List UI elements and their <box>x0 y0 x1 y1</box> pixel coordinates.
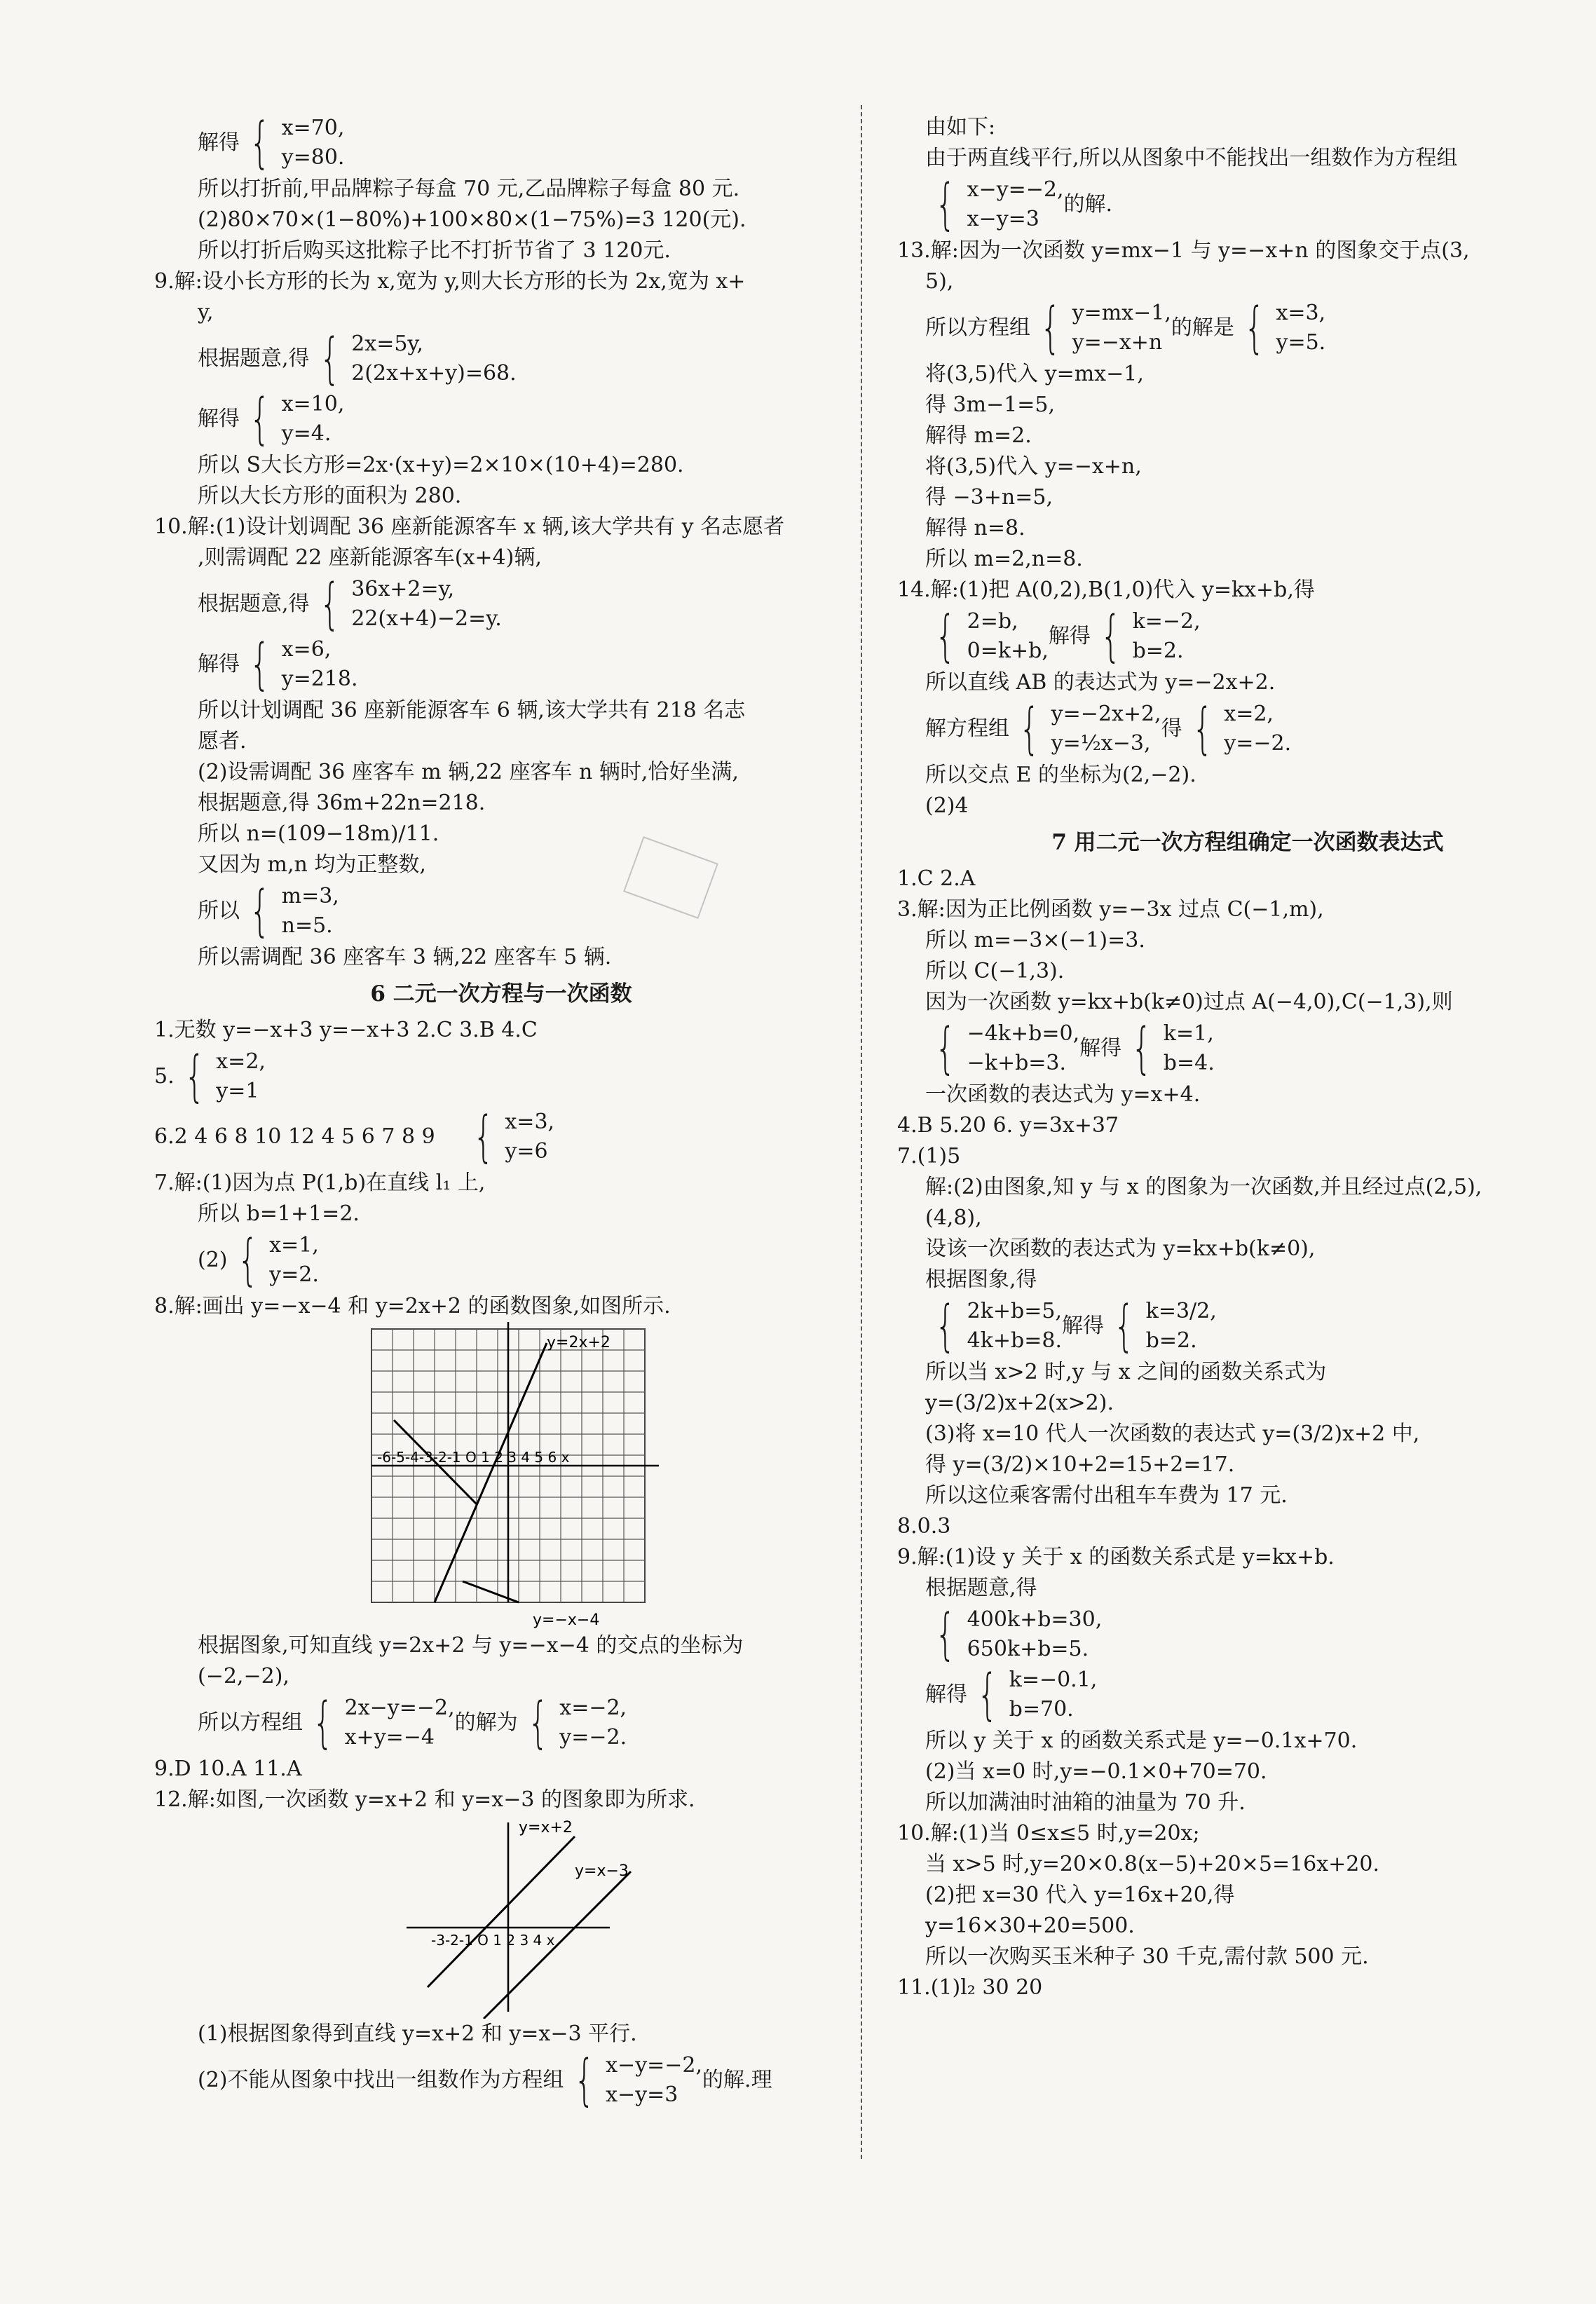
text-line: 8.0.3 <box>897 1514 951 1539</box>
text-line: 12.解:如图,一次函数 y=x+2 和 y=x−3 的图象即为所求. <box>154 1787 695 1812</box>
text-line: 所以交点 E 的坐标为(2,−2). <box>925 763 1196 787</box>
graph-label: y=x−3 <box>575 1862 629 1880</box>
text-line: 得 −3+n=5, <box>925 485 1053 510</box>
equation-system: 解得 { k=−0.1, b=70. <box>925 1663 1098 1726</box>
text-line: (2)4 <box>925 793 969 818</box>
text-line: 9.解:(1)设 y 关于 x 的函数关系式是 y=kx+b. <box>897 1545 1335 1569</box>
text-line: 14.解:(1)把 A(0,2),B(1,0)代入 y=kx+b,得 <box>897 578 1315 602</box>
text-line: 所以当 x>2 时,y 与 x 之间的函数关系式为 <box>925 1360 1327 1384</box>
text-line: 设该一次函数的表达式为 y=kx+b(k≠0), <box>925 1236 1316 1261</box>
text-line: 所以打折后购买这批粽子比不打折节省了 3 120元. <box>198 238 671 263</box>
text-line: 1.C 2.A <box>897 866 976 891</box>
text-line: ,则需调配 22 座新能源客车(x+4)辆, <box>198 545 542 570</box>
text-line: 8.解:画出 y=−x−4 和 y=2x+2 的函数图象,如图所示. <box>154 1294 671 1318</box>
axis-tick-labels: -6-5-4-3-2-1 O 1 2 3 4 5 6 x <box>377 1449 570 1466</box>
text-line: 所以一次购买玉米种子 30 千克,需付款 500 元. <box>925 1944 1369 1969</box>
equation-system: { −4k+b=0, −k+b=3. 解得 { k=1, b=4. <box>934 1017 1215 1080</box>
text-line: 11.(1)l₂ 30 20 <box>897 1975 1043 2000</box>
text-line: 将(3,5)代入 y=−x+n, <box>925 454 1142 479</box>
text-line: (4,8), <box>925 1206 982 1230</box>
section-heading-7: 7 用二元一次方程组确定一次函数表达式 <box>1051 830 1444 855</box>
column-divider <box>861 105 862 2159</box>
text-line: 7.(1)5 <box>897 1144 961 1168</box>
equation-system: 根据题意,得 { 36x+2=y, 22(x+4)−2=y. <box>198 573 502 636</box>
equation-system: 解得 { x=10, y=4. <box>198 388 345 451</box>
text-line: 10.解:(1)当 0≤x≤5 时,y=20x; <box>897 1821 1200 1846</box>
graph-label: y=2x+2 <box>547 1334 611 1351</box>
text-line: 所以加满油时油箱的油量为 70 升. <box>925 1790 1246 1815</box>
equation-system: { 400k+b=30, 650k+b=5. <box>934 1603 1103 1666</box>
text-line: 1.无数 y=−x+3 y=−x+3 2.C 3.B 4.C <box>154 1018 538 1042</box>
text-line: (1)根据图象得到直线 y=x+2 和 y=x−3 平行. <box>198 2022 637 2046</box>
text-line: 所以打折前,甲品牌粽子每盒 70 元,乙品牌粽子每盒 80 元. <box>198 177 740 201</box>
text-line: 所以计划调配 36 座新能源客车 6 辆,该大学共有 218 名志 <box>198 698 746 723</box>
text-line: 得 3m−1=5, <box>925 393 1056 417</box>
text-line: 3.解:因为正比例函数 y=−3x 过点 C(−1,m), <box>897 897 1324 922</box>
text-line: 得 y=(3/2)×10+2=15+2=17. <box>925 1452 1235 1477</box>
equation-system: 解得 { x=70, y=80. <box>198 111 345 175</box>
equation-system: 6.2 4 6 8 10 12 4 5 6 7 8 9 { x=3, y=6 <box>154 1105 555 1168</box>
section-heading-6: 6 二元一次方程与一次函数 <box>370 981 632 1007</box>
equation-system: 所以方程组 { y=mx−1, y=−x+n 的解是 { x=3, y=5. <box>925 296 1326 360</box>
equation-system: 解方程组 { y=−2x+2, y=½x−3, 得 { x=2, y=−2. <box>925 697 1292 761</box>
text-line: 所以直线 AB 的表达式为 y=−2x+2. <box>925 670 1276 695</box>
graph-figure-12 <box>154 1815 848 2019</box>
text-line: 9.D 10.A 11.A <box>154 1757 302 1781</box>
text-line: y=16×30+20=500. <box>925 1914 1135 1938</box>
text-line: 由于两直线平行,所以从图象中不能找出一组数作为方程组 <box>925 146 1458 170</box>
equation-system: { x−y=−2, x−y=3 的解. <box>934 173 1113 236</box>
graph-label: y=−x−4 <box>533 1611 600 1629</box>
text-line: 根据题意,得 36m+22n=218. <box>198 791 486 815</box>
equation-system: 5. { x=2, y=1 <box>154 1045 266 1108</box>
text-line: 由如下: <box>925 115 996 139</box>
text-line: 解:(2)由图象,知 y 与 x 的图象为一次函数,并且经过点(2,5), <box>925 1175 1482 1199</box>
equation-system: 解得 { x=6, y=218. <box>198 633 358 696</box>
text-line: 所以需调配 36 座客车 3 辆,22 座客车 5 辆. <box>198 945 612 969</box>
text-line: 所以 y 关于 x 的函数关系式是 y=−0.1x+70. <box>925 1729 1358 1753</box>
graph-figure-8 <box>154 1322 848 1630</box>
text-line: 愿者. <box>198 729 247 754</box>
text-line: 5), <box>925 269 954 294</box>
text-line: 当 x>5 时,y=20×0.8(x−5)+20×5=16x+20. <box>925 1852 1380 1876</box>
text-line: 将(3,5)代入 y=mx−1, <box>925 362 1144 386</box>
equation-system: { 2k+b=5, 4k+b=8. 解得 { k=3/2, b=2. <box>934 1295 1217 1358</box>
text-line: 所以 m=−3×(−1)=3. <box>925 928 1145 953</box>
text-line: 所以大长方形的面积为 280. <box>198 484 462 508</box>
text-line: (2)当 x=0 时,y=−0.1×0+70=70. <box>925 1759 1267 1784</box>
text-line: 所以这位乘客需付出租车车费为 17 元. <box>925 1483 1288 1508</box>
equation-system: { 2=b, 0=k+b, 解得 { k=−2, b=2. <box>934 605 1201 668</box>
text-line: 根据题意,得 <box>925 1576 1037 1600</box>
text-line: 又因为 m,n 均为正整数, <box>198 852 426 877</box>
text-line: y, <box>198 300 214 325</box>
text-line: 解得 m=2. <box>925 423 1032 448</box>
text-line: 13.解:因为一次函数 y=mx−1 与 y=−x+n 的图象交于点(3, <box>897 238 1470 263</box>
text-line: 根据图象,得 <box>925 1267 1037 1292</box>
text-line: 解得 n=8. <box>925 516 1025 540</box>
equation-system: 根据题意,得 { 2x=5y, 2(2x+x+y)=68. <box>198 327 517 390</box>
equation-system: 所以 { m=3, n=5. <box>198 880 339 943</box>
text-line: 一次函数的表达式为 y=x+4. <box>925 1082 1201 1107</box>
text-line: 所以 C(−1,3). <box>925 959 1065 983</box>
text-line: 10.解:(1)设计划调配 36 座新能源客车 x 辆,该大学共有 y 名志愿者 <box>154 514 785 539</box>
text-line: y=(3/2)x+2(x>2). <box>925 1391 1114 1415</box>
equation-system: (2)不能从图象中找出一组数作为方程组 { x−y=−2, x−y=3 的解.理 <box>198 2049 772 2112</box>
text-line: 所以 b=1+1=2. <box>198 1201 360 1226</box>
graph-label: y=x+2 <box>519 1819 573 1836</box>
text-line: (3)将 x=10 代人一次函数的表达式 y=(3/2)x+2 中, <box>925 1422 1420 1446</box>
text-line: 7.解:(1)因为点 P(1,b)在直线 l₁ 上, <box>154 1171 486 1195</box>
text-line: (2)80×70×(1−80%)+100×80×(1−75%)=3 120(元). <box>198 207 746 232</box>
text-line: 根据图象,可知直线 y=2x+2 与 y=−x−4 的交点的坐标为 <box>198 1633 744 1658</box>
text-line: (−2,−2), <box>198 1664 289 1689</box>
equation-system: 所以方程组 { 2x−y=−2, x+y=−4 的解为 { x=−2, y=−2. <box>198 1691 627 1754</box>
text-line: 所以 S大长方形=2x·(x+y)=2×10×(10+4)=280. <box>198 453 684 477</box>
axis-tick-labels: -3-2-1 O 1 2 3 4 x <box>431 1932 555 1949</box>
text-line: 所以 m=2,n=8. <box>925 547 1083 571</box>
text-line: 所以 n=(109−18m)/11. <box>198 822 439 846</box>
text-line: 4.B 5.20 6. y=3x+37 <box>897 1113 1119 1138</box>
text-line: (2)设需调配 36 座客车 m 辆,22 座客车 n 辆时,恰好坐满, <box>198 760 739 784</box>
text-line: 9.解:设小长方形的长为 x,宽为 y,则大长方形的长为 2x,宽为 x+ <box>154 269 746 294</box>
right-column <box>897 112 1596 2003</box>
left-column <box>154 112 848 2111</box>
equation-system: (2) { x=1, y=2. <box>198 1229 319 1292</box>
text-line: 因为一次函数 y=kx+b(k≠0)过点 A(−4,0),C(−1,3),则 <box>925 990 1453 1014</box>
text-line: (2)把 x=30 代入 y=16x+20,得 <box>925 1883 1235 1907</box>
